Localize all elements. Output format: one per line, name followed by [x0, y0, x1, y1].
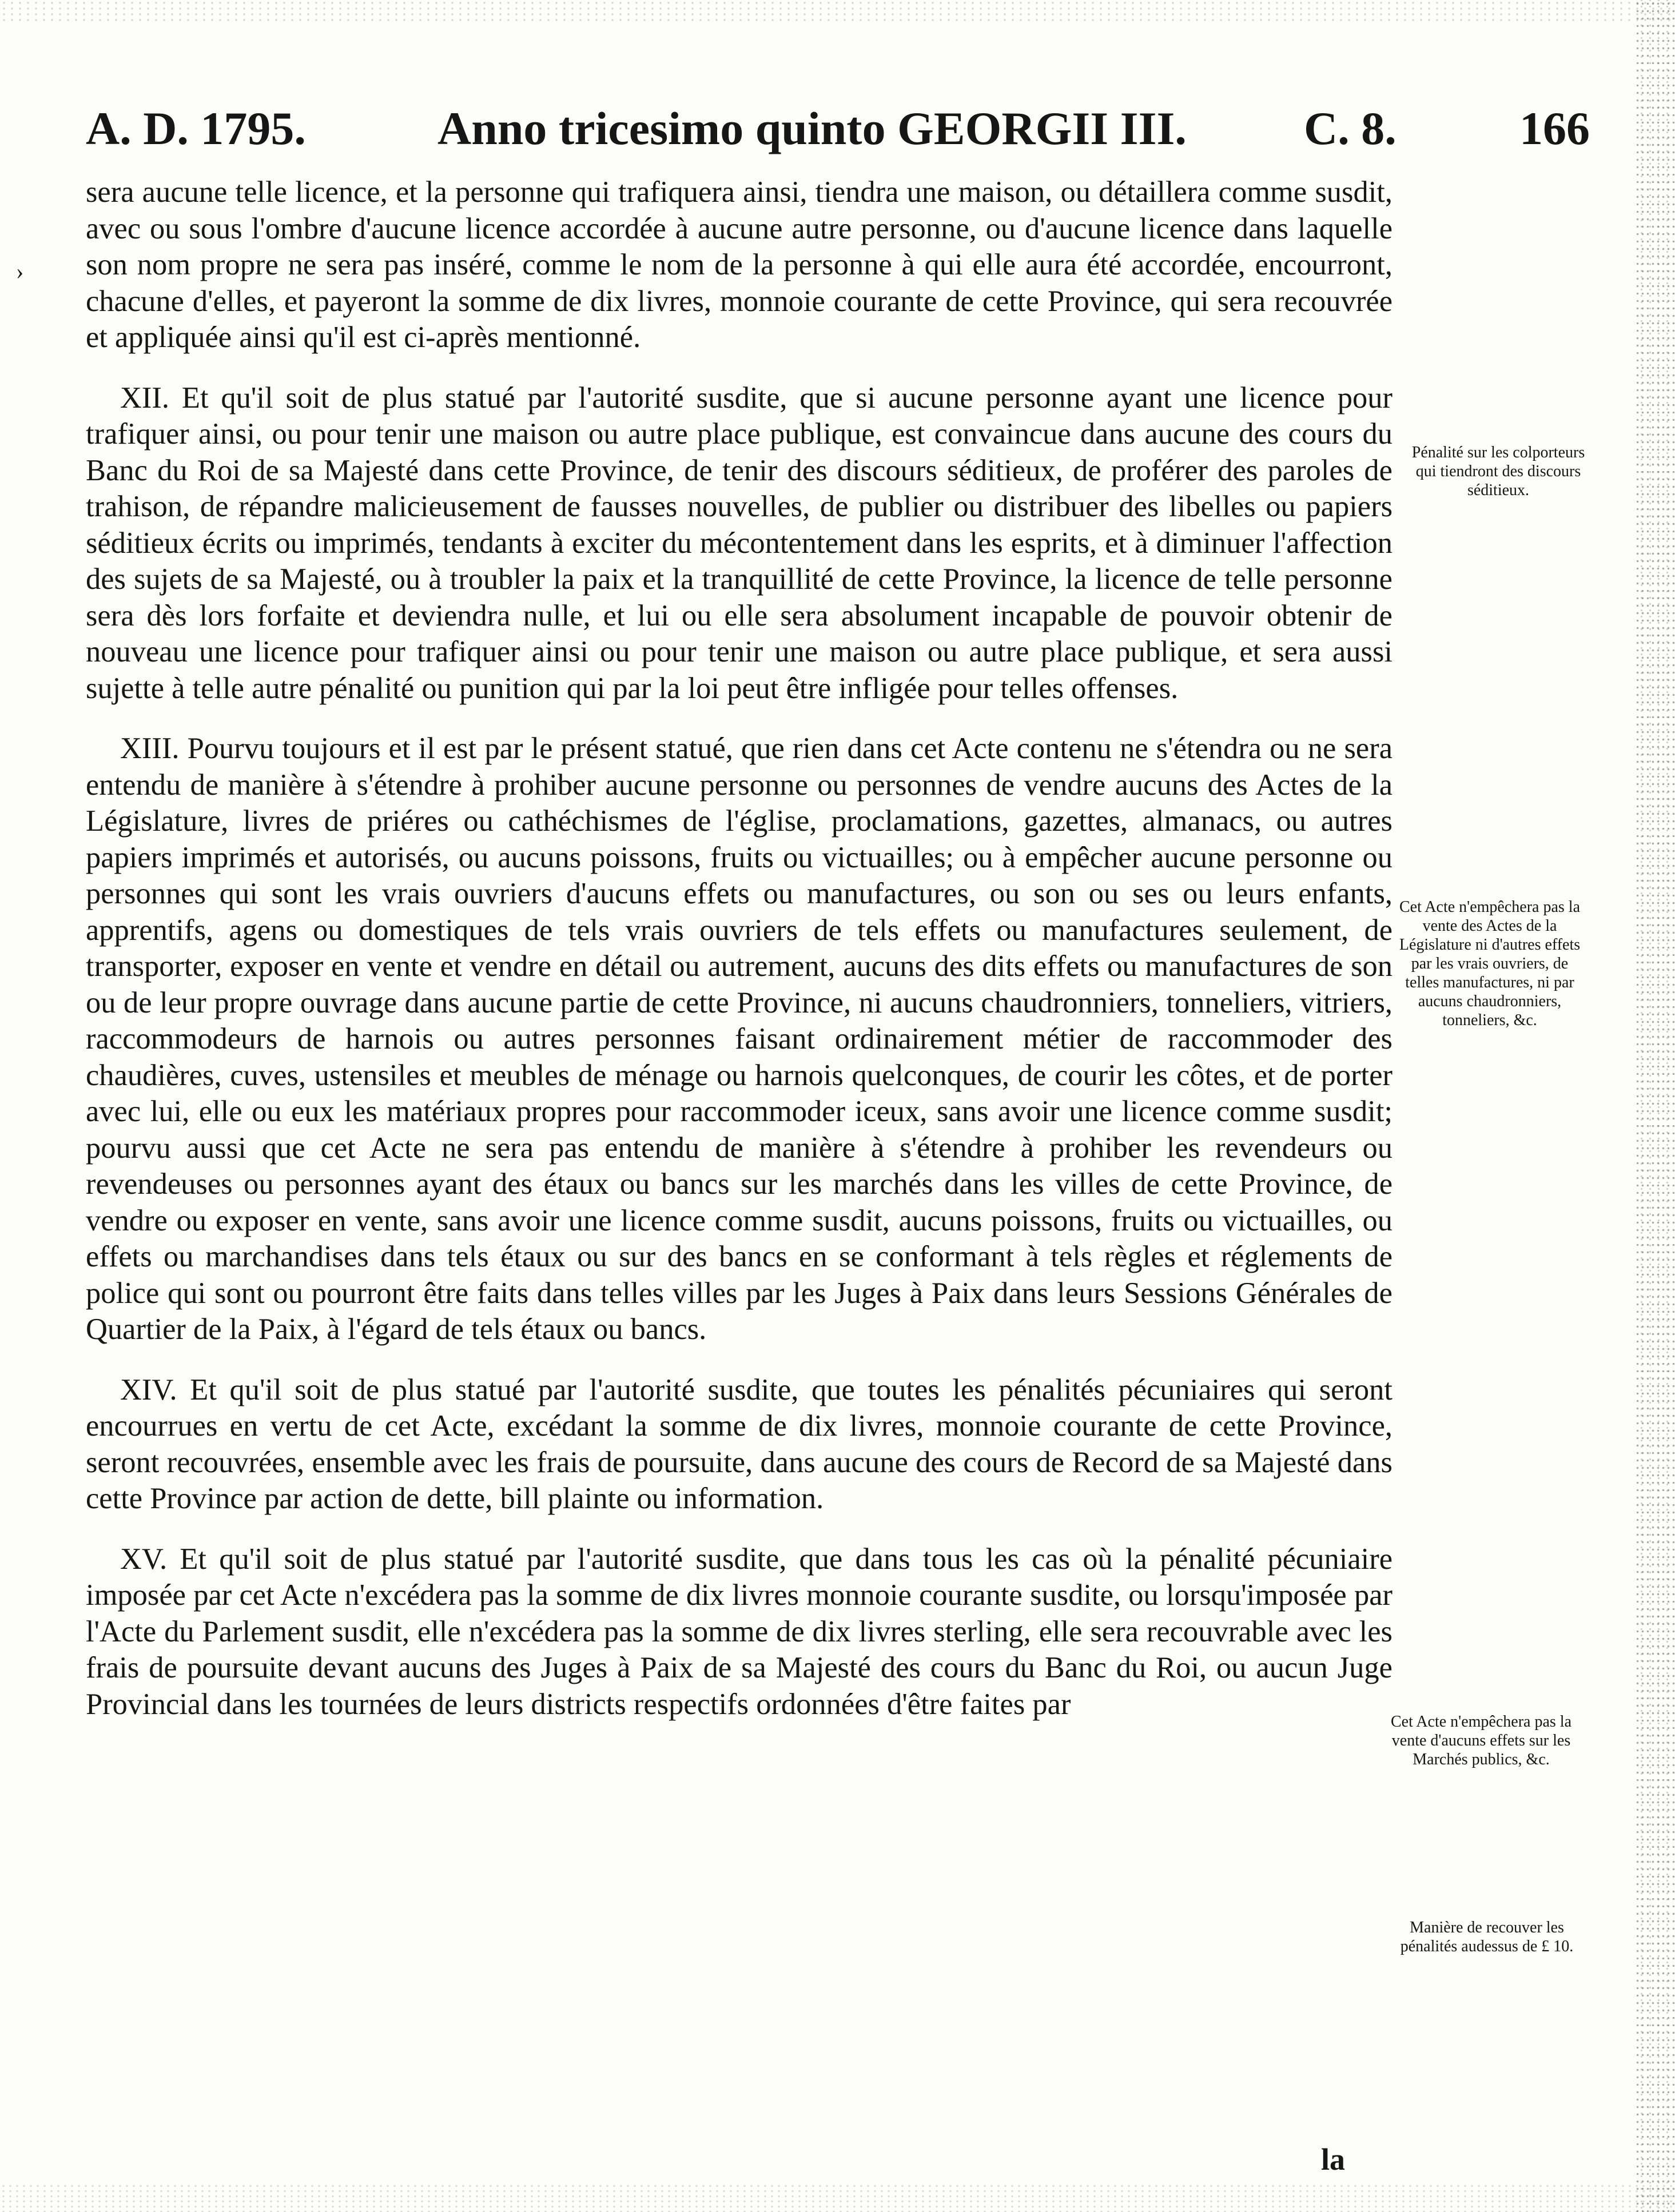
paragraph-section-xii: XII. Et qu'il soit de plus statué par l'autorité susdite, que si aucune personne ayant une licence pour trafiquer ainsi, ou pour tenir une maison ou autre place publique, est convaincue dans aucune des cours du Banc du Roi de sa Majesté dans cette Province, de tenir des discours séditieux, de proférer des paroles de trahison, de répandre malicieusement de fausses nouvelles, de publier ou distribuer des libelles ou papiers séditieux écrits ou imprimés, tendants à exciter du mécontentement dans les esprits, et à diminuer l'affection des sujets de sa Majesté, ou à troubler la paix et la tranquillité de cette Province, la licence de telle personne sera dès lors forfaite et deviendra nulle, et lui ou elle sera absolument incapable de pouvoir obtenir de nouveau une licence pour trafiquer ainsi ou pour tenir une maison ou autre place publique, et sera aussi sujette à telle autre pénalité ou punition qui par la loi peut être infligée pour telles offenses. [86, 381, 1392, 705]
scan-edge-bottom [0, 2183, 1675, 2212]
paragraph-section-xiii: XIII. Pourvu toujours et il est par le présent statué, que rien dans cet Acte contenu ne s'étendra ou ne sera entendu de manière à s'étendre à prohiber aucune personne ou personnes de vendre aucuns des Actes de la Législature, livres de priéres ou cathéchismes de l'église, proclamations, gazettes, almanacs, ou autres papiers imprimés et autorisés, ou aucuns poissons, fruits ou victuailles; ou à empêcher aucune personne ou personnes qui sont les vrais ouvriers d'aucuns effets ou manufactures, ou son ou ses ou leurs enfants, apprentifs, agens ou domestiques de tels vrais ouvriers de tels effets ou manufactures seulement, de transporter, exposer en vente et vendre en détail ou autrement, aucuns des dits effets ou manufactures de son ou de leur propre ouvrage dans aucune partie de cette Province, ni aucuns chaudronniers, tonneliers, vitriers, raccommodeurs de harnois ou autres personnes faisant ordinairement métier de raccommoder des chaudières, cuves, ustensiles et meubles de ménage ou harnois quelconques, de courir les côtes, et de porter avec lui, elle ou eux les matériaux propres pour raccommoder iceux, sans avoir une licence comme susdit; pourvu aussi que cet Acte ne sera pas entendu de manière à s'étendre à prohiber les revendeurs ou revendeuses ou personnes ayant des étaux ou bancs sur les marchés dans les villes de cette Province, de vendre ou exposer en vente, sans avoir une licence comme susdit, aucuns poissons, fruits ou victuailles, ou effets ou marchandises dans tels étaux ou sur des bancs en se conformant à tels règles et réglements de police qui sont ou pourront être faits dans telles villes par les Juges à Paix dans leurs Sessions Générales de Quartier de la Paix, à l'égard de tels étaux ou bancs. [86, 732, 1392, 1346]
header-title: Anno tricesimo quinto GEORGII III. [437, 102, 1187, 154]
body-text [86, 174, 1392, 1723]
scan-edge-top [0, 0, 1675, 23]
paragraph-continued: sera aucune telle licence, et la personne qui trafiquera ainsi, tiendra une maison, ou détaillera comme susdit, avec ou sous l'ombre d'aucune licence accordée à aucune autre personne, ou d'aucune licence dans laquelle son nom propre ne sera pas inséré, comme le nom de la personne à qui elle aura été accordée, encourront, chacune d'elles, et payeront la somme de dix livres, monnoie courante de cette Province, qui sera recouvrée et appliquée ainsi qu'il est ci-après mentionné. [86, 176, 1392, 354]
page-number: 166 [1519, 102, 1590, 154]
paragraph-section-xiv: XIV. Et qu'il soit de plus statué par l'autorité susdite, que toutes les pénalités pécuniaires qui seront encourrues en vertu de cet Acte, excédant la somme de dix livres, monnoie courante de cette Province, seront recouvrées, ensemble avec les frais de poursuite, dans aucune des cours de Record de sa Majesté dans cette Province par action de dette, bill plainte ou information. [86, 1373, 1392, 1515]
header-chapter: C. 8. [1304, 102, 1397, 154]
header-year: A. D. 1795. [86, 102, 306, 154]
marginal-note-penalties: Manière de recouver les pénalités audessus de £ 10. [1400, 1919, 1574, 1955]
margin-mark-icon: › [16, 258, 24, 284]
paragraph-section-xv: XV. Et qu'il soit de plus statué par l'autorité susdite, que dans tous les cas où la pénalité pécuniaire imposée par cet Acte n'excédera pas la somme de dix livres monnoie courante susdite, ou lorsqu'imposée par l'Acte du Parlement susdit, elle n'excédera pas la somme de dix livres sterling, elle sera recouvrable avec les frais de poursuite devant aucuns des Juges à Paix de sa Majesté des cours du Banc du Roi, ou aucun Juge Provincial dans les tournées de leurs districts respectifs ordonnées d'être faites par [86, 1542, 1392, 1721]
marginal-note-markets: Cet Acte n'empêchera pas la vente d'aucuns effets sur les Marchés publics, &c. [1390, 1713, 1571, 1768]
marginal-note-workmen: Cet Acte n'empêchera pas la vente des Actes de la Législature ni d'autres effets par les vrais ouvriers, de telles manufactures, ni par aucuns chaudronniers, tonneliers, &c. [1399, 898, 1581, 1029]
catchword: la [1321, 2142, 1346, 2177]
scan-edge-right [1635, 0, 1675, 2212]
running-header [86, 97, 1618, 160]
marginal-note-seditious: Pénalité sur les colporteurs qui tiendront des discours séditieux. [1411, 444, 1585, 499]
